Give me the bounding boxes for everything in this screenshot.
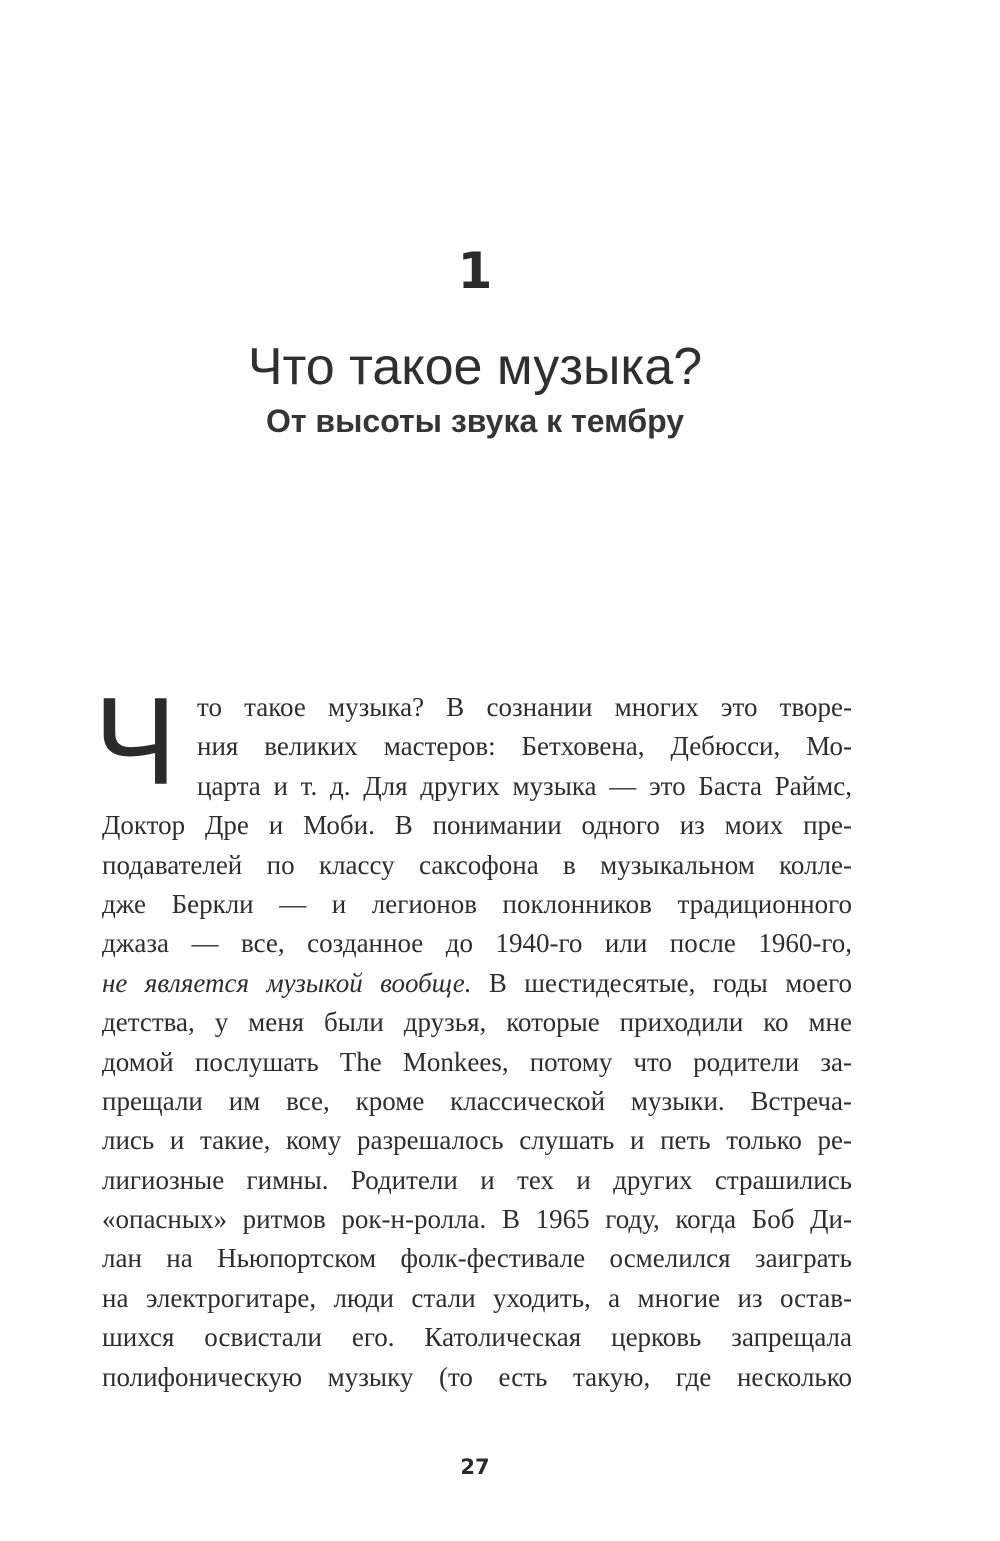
chapter-subtitle: От высоты звука к тембру bbox=[265, 403, 685, 439]
text-line: домой послушать The Monkees, потому что родители за- bbox=[102, 1046, 852, 1077]
text-line: царта и т. д. Для других музыка — это Баста Раймс, bbox=[197, 770, 852, 801]
text-line: лись и такие, кому разрешалось слушать и петь только ре- bbox=[102, 1125, 852, 1156]
text-line: полифоническую музыку (то есть такую, где несколько bbox=[102, 1361, 852, 1392]
text-line: прещали им все, кроме классической музыки. Встреча- bbox=[102, 1085, 852, 1116]
text-line: лан на Ньюпортском фолк-фестивале осмелился заиграть bbox=[102, 1243, 852, 1274]
text-line: подавателей по классу саксофона в музыкальном колле- bbox=[102, 849, 852, 880]
text-line: Доктор Дре и Моби. В понимании одного из моих пре- bbox=[102, 810, 852, 841]
chapter-title: Что такое музыка? bbox=[247, 338, 703, 396]
body-text bbox=[102, 688, 852, 1397]
text-line: шихся освистали его. Католическая церковь запрещала bbox=[102, 1322, 852, 1353]
text-line: лигиозные гимны. Родители и тех и других страшились bbox=[102, 1164, 852, 1195]
text-line: дже Беркли — и легионов поклонников традиционного bbox=[102, 888, 852, 919]
text-span: В шестидесятые, годы моего bbox=[471, 967, 852, 998]
text-line: на электрогитаре, люди стали уходить, а многие из остав- bbox=[102, 1282, 852, 1313]
page-number: 27 bbox=[460, 1455, 490, 1479]
chapter-number: 1 bbox=[457, 242, 493, 300]
text-line: джаза — все, созданное до 1940-го или после 1960-го, bbox=[102, 928, 852, 959]
text-line: «опасных» ритмов рок-н-ролла. В 1965 году, когда Боб Ди- bbox=[102, 1204, 852, 1235]
text-line: то такое музыка? В сознании многих это творе- bbox=[197, 692, 852, 722]
drop-cap: Ч bbox=[94, 673, 177, 811]
text-line: детства, у меня были друзья, которые приходили ко мне bbox=[102, 1007, 852, 1038]
text-line: ния великих мастеров: Бетховена, Дебюсси, Мо- bbox=[197, 731, 852, 762]
emphasis-text: не является музыкой вообще. bbox=[102, 967, 472, 998]
text-line bbox=[102, 964, 852, 1003]
